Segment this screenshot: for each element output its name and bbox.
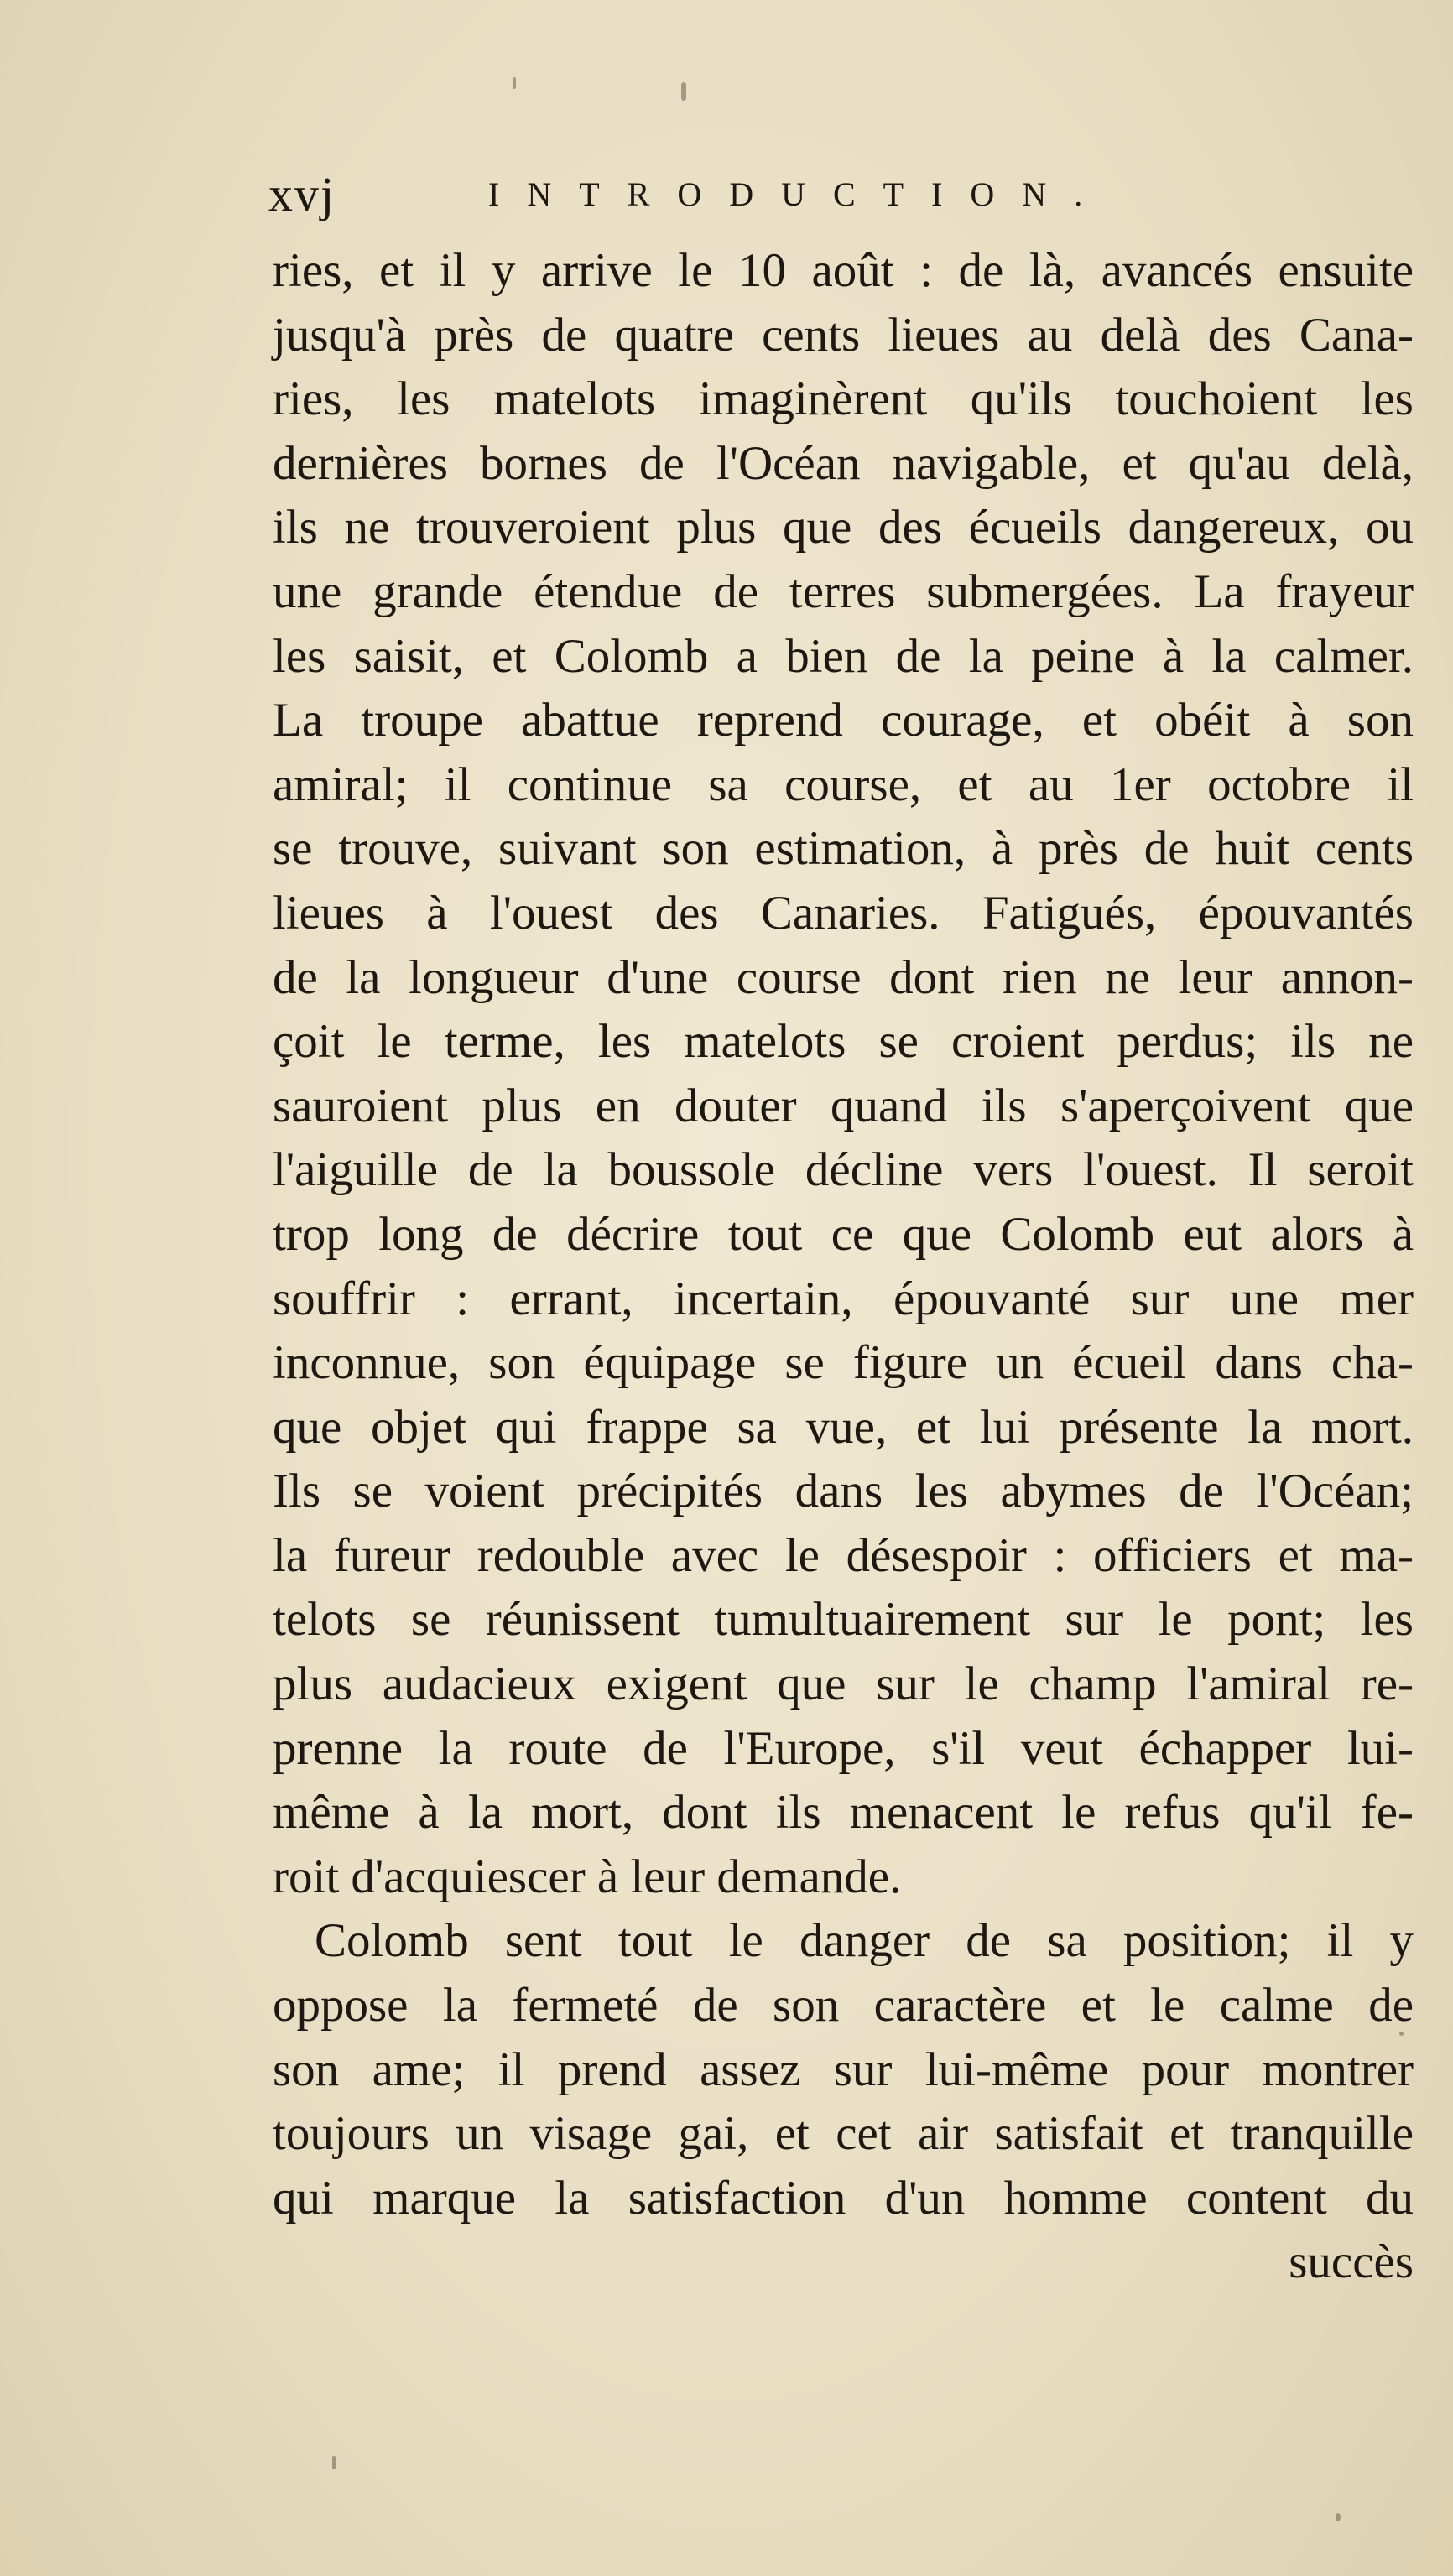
text-line: oppose la fermeté de son caractère et le calme de: [273, 1979, 1414, 2032]
text-line: inconnue, son équipage se figure un écueil dans cha-: [273, 1336, 1414, 1390]
text-line: lieues à l'ouest des Canaries. Fatigués, épouvantés: [273, 886, 1414, 939]
text-line: toujours un visage gai, et cet air satisfait et tranquille: [273, 2107, 1414, 2161]
page-number: xvj: [268, 167, 336, 221]
text-line: prenne la route de l'Europe, s'il veut échapper lui-: [273, 1721, 1414, 1775]
text-line: jusqu'à près de quatre cents lieues au delà des Cana-: [273, 308, 1414, 362]
text-line: Ils se voient précipités dans les abymes de l'Océan;: [273, 1465, 1414, 1518]
text-line: amiral; il continue sa course, et au 1er octobre il: [273, 757, 1414, 811]
page-header: [268, 161, 1191, 228]
text-line: que objet qui frappe sa vue, et lui présente la mort.: [273, 1400, 1414, 1454]
text-line: ries, les matelots imaginèrent qu'ils touchoient les: [273, 372, 1414, 426]
paper-speck: [513, 77, 516, 89]
catchword: succès: [1289, 2235, 1414, 2289]
text-line: l'aiguille de la boussole décline vers l'ouest. Il seroit: [273, 1143, 1414, 1197]
body-text: [273, 239, 1414, 2295]
text-line: souffrir : errant, incertain, épouvanté sur une mer: [273, 1272, 1414, 1325]
text-line: telots se réunissent tumultuairement sur le pont; les: [273, 1593, 1414, 1647]
text-line: se trouve, suivant son estimation, à près de huit cents: [273, 822, 1414, 876]
running-head: INTRODUCTION.: [488, 175, 1111, 213]
text-line: son ame; il prend assez sur lui-même pour montrer: [273, 2043, 1414, 2096]
text-line: même à la mort, dont ils menacent le refus qu'il fe-: [273, 1786, 1414, 1840]
paper-speck: [1399, 2032, 1404, 2036]
text-line: çoit le terme, les matelots se croient perdus; ils ne: [273, 1015, 1414, 1069]
text-line: trop long de décrire tout ce que Colomb eut alors à: [273, 1207, 1414, 1261]
text-line: sauroient plus en douter quand ils s'aperçoivent que: [273, 1079, 1414, 1132]
text-line: dernières bornes de l'Océan navigable, et qu'au delà,: [273, 436, 1414, 490]
text-line: la fureur redouble avec le désespoir : officiers et ma-: [273, 1528, 1414, 1582]
text-line: plus audacieux exigent que sur le champ l'amiral re-: [273, 1657, 1414, 1711]
text-line: La troupe abattue reprend courage, et obéit à son: [273, 694, 1414, 747]
paper-speck: [681, 82, 686, 101]
text-line: Colomb sent tout le danger de sa position; il y: [315, 1914, 1414, 1968]
paper-speck: [332, 2456, 336, 2469]
text-line: une grande étendue de terres submergées. La frayeur: [273, 565, 1414, 618]
text-line: ils ne trouveroient plus que des écueils dangereux, ou: [273, 501, 1414, 554]
text-line: de la longueur d'une course dont rien ne leur annon-: [273, 950, 1414, 1004]
text-line: les saisit, et Colomb a bien de la peine à la calmer.: [273, 629, 1414, 683]
text-line: qui marque la satisfaction d'un homme content du: [273, 2171, 1414, 2225]
text-line: ries, et il y arrive le 10 août : de là, avancés ensuite: [273, 244, 1414, 297]
text-line: roit d'acquiescer à leur demande.: [273, 1850, 902, 1903]
paper-speck: [1336, 2513, 1341, 2521]
